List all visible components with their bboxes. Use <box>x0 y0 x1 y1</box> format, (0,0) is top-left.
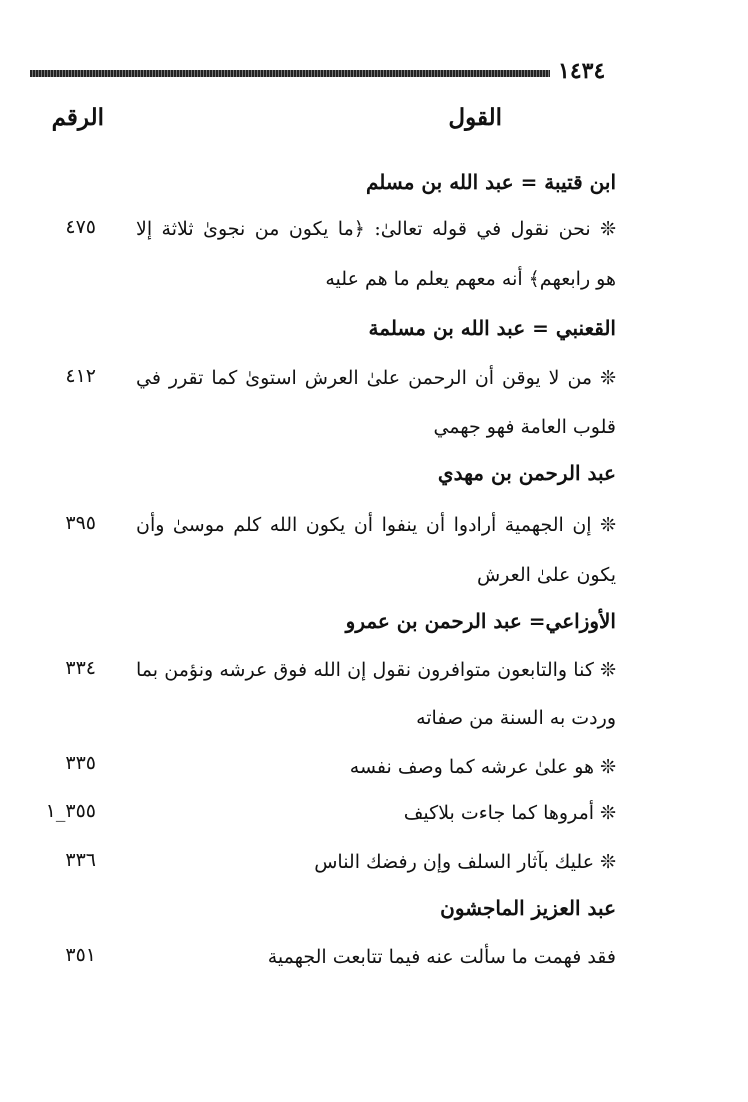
quote-line: هو رابعهم﴾ أنه معهم يعلم ما هم عليه <box>325 268 616 290</box>
narrator-heading: عبد الرحمن بن مهدي <box>437 461 616 485</box>
quote-line: ❊ كنا والتابعون متوافرون نقول إن الله فوق عرشه ونؤمن بما <box>136 659 616 681</box>
reference-number: ٣٣٦ <box>65 849 96 871</box>
reference-number: ٣٥١ <box>65 944 96 966</box>
narrator-heading: القعنبي = عبد الله بن مسلمة <box>368 316 616 340</box>
page-number: ١٤٣٤ <box>558 58 606 84</box>
narrator-heading: عبد العزيز الماجشون <box>440 896 616 920</box>
quote-line: ❊ نحن نقول في قوله تعالىٰ: ﴿ما يكون من نجوىٰ ثلاثة إلا <box>136 218 616 240</box>
reference-number: ٣٣٥ <box>65 752 96 774</box>
quote-line: قلوب العامة فهو جهمي <box>433 416 616 438</box>
quote-line: ❊ من لا يوقن أن الرحمن علىٰ العرش استوىٰ كما تقرر في <box>136 367 616 389</box>
header-rule <box>30 70 550 77</box>
quote-line: وردت به السنة من صفاته <box>416 707 616 729</box>
quote-line: ❊ إن الجهمية أرادوا أن ينفوا أن يكون الله كلم موسىٰ وأن <box>136 514 616 536</box>
quote-line: ❊ هو علىٰ عرشه كما وصف نفسه <box>349 756 616 778</box>
statement-column-header: القول <box>448 104 502 131</box>
reference-number: ٤٧٥ <box>65 216 96 238</box>
quote-line: فقد فهمت ما سألت عنه فيما تتابعت الجهمية <box>267 946 616 968</box>
narrator-heading: الأوزاعي= عبد الرحمن بن عمرو <box>345 609 616 633</box>
reference-number: ٣٣٤ <box>65 657 96 679</box>
reference-number: ٣٥٥_١ <box>45 800 96 822</box>
reference-number: ٤١٢ <box>65 365 96 387</box>
narrator-heading: ابن قتيبة = عبد الله بن مسلم <box>365 170 616 194</box>
quote-line: ❊ أمروها كما جاءت بلاكيف <box>403 802 616 824</box>
reference-number: ٣٩٥ <box>65 512 96 534</box>
quote-line: يكون علىٰ العرش <box>476 564 616 586</box>
number-column-header: الرقم <box>51 104 104 131</box>
quote-line: ❊ عليك بآثار السلف وإن رفضك الناس <box>314 851 616 873</box>
